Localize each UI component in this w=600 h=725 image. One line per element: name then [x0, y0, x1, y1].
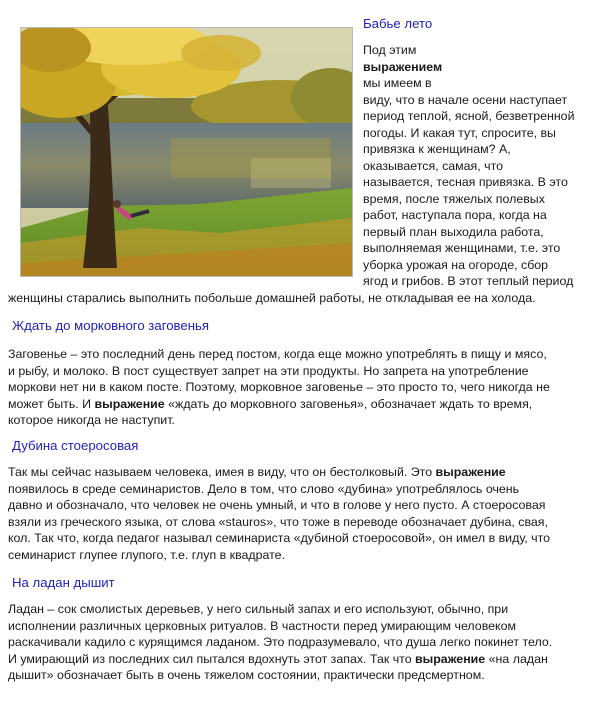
text-line: раскачивали кадило с курящимся ладаном. Это подразумевало, что душа легко покинет тело. — [8, 635, 553, 649]
text-line: погоды. И какая тут, спросите, вы — [363, 125, 556, 140]
text-line: выражением — [363, 59, 443, 74]
autumn-lake-illustration — [21, 28, 352, 276]
text-line: Под этим — [363, 43, 417, 57]
text-line: семинарист глупее глупого, т.е. глуп в квадрате. — [8, 547, 286, 562]
text-line: виду, что в начале осени наступает — [363, 92, 568, 107]
text-line: Так мы сейчас называем человека, имея в виду, что он бестолковый. Это выражение — [8, 465, 506, 479]
section-text-na-ladan-dyshit — [8, 601, 552, 684]
section-title-na-ladan-dyshit: На ладан дышит — [12, 575, 115, 590]
section-text-babye-leto — [363, 42, 575, 290]
text-line: Заговенье – это последний день перед постом, когда еще можно употреблять в пищу и мясо, — [8, 347, 547, 361]
text-line: И умирающий из последних сил пытался вдохнуть этот запах. Так что выражение «на ладан — [8, 651, 548, 666]
text-line: мы имеем в — [363, 76, 432, 90]
section-text-morkovnoe-zagovenye — [8, 346, 550, 429]
text-line: время, после тяжелых полевых — [363, 191, 545, 206]
text-line: женщины старались выполнить побольше домашней работы, не откладывая ее на холода. — [8, 291, 536, 305]
text-line: дышит» обозначает быть в очень тяжелом состоянии, практически предсмертном. — [8, 668, 485, 682]
section-text-babye-leto-tail — [8, 290, 536, 307]
text-line: кол. Так что, когда педагог называл семинариста «дубиной стоеросовой», он имел в виду, что — [8, 531, 551, 545]
text-line: оказывается, самая, что — [363, 158, 504, 173]
section-title-dubina-stoerosovaya: Дубина стоеросовая — [12, 438, 139, 453]
text-line: и рыбу, и молоко. В пост существует запрет на эти продукты. Но запрета на употребление — [8, 363, 529, 378]
text-line: моркови нет ни в каком посте. Поэтому, морковное заговенье – это просто то, чего никогда не — [8, 380, 550, 394]
text-line: выполняемая женщинами, т.е. это — [363, 241, 561, 255]
section-title-morkovnoe-zagovenye: Ждать до морковного заговенья — [12, 318, 210, 333]
autumn-lake-photo — [20, 27, 353, 277]
text-line: которое никогда не наступит. — [8, 413, 175, 427]
text-line: может быть. И выражение «ждать до морковного заговенья», обозначает ждать то время, — [8, 396, 533, 411]
text-line: Ладан – сок смолистых деревьев, у него сильный запах и его используют, обычно, при — [8, 602, 509, 616]
text-line: появилось в среде семинаристов. Дело в том, что слово «дубина» употреблялось очень — [8, 481, 520, 496]
text-line: период теплой, ясной, безветренной — [363, 109, 575, 123]
text-line: уборка урожая на огороде, сбор — [363, 257, 549, 272]
text-line: исполнении различных церковных ритуалов. В частности перед умирающим человеком — [8, 618, 516, 633]
text-line: привязка к женщинам? А, — [363, 142, 511, 156]
text-line: работ, наступала пора, когда на — [363, 208, 547, 222]
section-text-dubina-stoerosovaya — [8, 464, 550, 563]
text-line: первый план выходила работа, — [363, 224, 544, 239]
text-line: давно и обозначало, что человек не очень умный, и что в голове у него пусто. А стоеросовая — [8, 498, 546, 512]
text-line: ягод и грибов. В этот теплый период — [363, 274, 574, 288]
text-line: называется, тесная привязка. В это — [363, 175, 568, 189]
text-line: взяли из греческого языка, от слова «stauros», что тоже в переводе обозначает дубина, свая, — [8, 514, 548, 529]
section-title-babye-leto: Бабье лето — [363, 16, 433, 31]
